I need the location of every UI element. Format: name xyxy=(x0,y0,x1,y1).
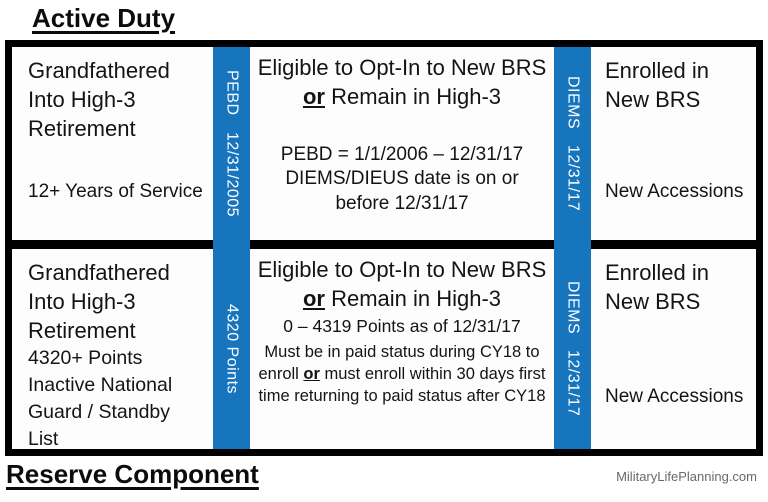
heading-text: Remain in High-3 xyxy=(324,286,502,312)
eligibility-table xyxy=(5,40,763,456)
cell-reserve-optin xyxy=(250,249,554,449)
cell-heading: Enrolled in New BRS xyxy=(605,260,709,315)
cell-heading: Grandfathered Into High-3 Retirement xyxy=(28,260,170,344)
cell-active-grandfathered xyxy=(12,47,213,240)
cell-subtext: New Accessions xyxy=(605,385,744,407)
cell-active-optin xyxy=(250,47,554,240)
cell-subtext: 12+ Years of Service xyxy=(28,180,203,202)
cell-heading: Grandfathered Into High-3 Retirement xyxy=(28,58,170,142)
heading-text: Eligible to Opt-In to New BRS xyxy=(257,257,547,282)
cell-heading xyxy=(254,53,550,111)
cell-subtext xyxy=(28,345,205,453)
points-line: 0 – 4319 Points as of 12/31/17 xyxy=(283,316,521,337)
subtext-line: before 12/31/17 xyxy=(335,192,469,214)
watermark: MilitaryLifePlanning.com xyxy=(616,469,757,484)
heading-text: Remain in High-3 xyxy=(324,84,502,110)
or-emphasis: or xyxy=(303,364,320,383)
subtext-line: Inactive National xyxy=(28,374,173,396)
bar-label: DIEMS xyxy=(564,75,582,129)
cell-heading xyxy=(254,255,550,313)
note-text: Must be in paid status during CY18 to enroll xyxy=(258,343,540,383)
subtext-line: 4320+ Points xyxy=(28,347,143,370)
cell-reserve-enrolled xyxy=(591,249,756,449)
note-text: must enroll within 30 days first time returning to paid status after CY18 xyxy=(258,364,546,405)
row-divider xyxy=(12,240,756,249)
row-reserve-component xyxy=(12,249,756,449)
bar-diems-reserve xyxy=(554,249,591,449)
cell-heading: Enrolled in New BRS xyxy=(605,58,709,113)
enrollment-note xyxy=(254,342,550,407)
divider-bar-right xyxy=(554,47,591,449)
heading-text: Eligible to Opt-In to New BRS xyxy=(257,55,547,80)
cell-reserve-grandfathered xyxy=(12,249,213,449)
subtext-line: DIEMS/DIEUS date is on or xyxy=(285,168,519,190)
cell-active-enrolled xyxy=(591,47,756,240)
bar-date: 12/31/17 xyxy=(564,350,582,417)
bar-label: 4320 Points xyxy=(223,303,241,394)
bar-diems-active xyxy=(554,47,591,240)
bar-pebd xyxy=(213,47,250,240)
title-reserve-component: Reserve Component xyxy=(6,459,259,489)
bar-label: DIEMS xyxy=(564,281,582,335)
cell-subtext: New Accessions xyxy=(605,180,744,202)
subtext-line: Guard / Standby List xyxy=(28,400,171,450)
bar-date: 12/31/2005 xyxy=(223,131,241,217)
subtext-line: PEBD = 1/1/2006 – 12/31/17 xyxy=(280,144,524,166)
cell-subtext xyxy=(281,143,523,216)
row-active-duty xyxy=(12,47,756,240)
or-emphasis: or xyxy=(302,84,325,110)
bar-4320-points xyxy=(213,249,250,449)
divider-bar-left xyxy=(213,47,250,449)
bar-label: PEBD xyxy=(223,70,241,116)
or-emphasis: or xyxy=(302,286,325,312)
bar-date: 12/31/17 xyxy=(564,144,582,212)
title-active-duty: Active Duty xyxy=(32,3,176,33)
